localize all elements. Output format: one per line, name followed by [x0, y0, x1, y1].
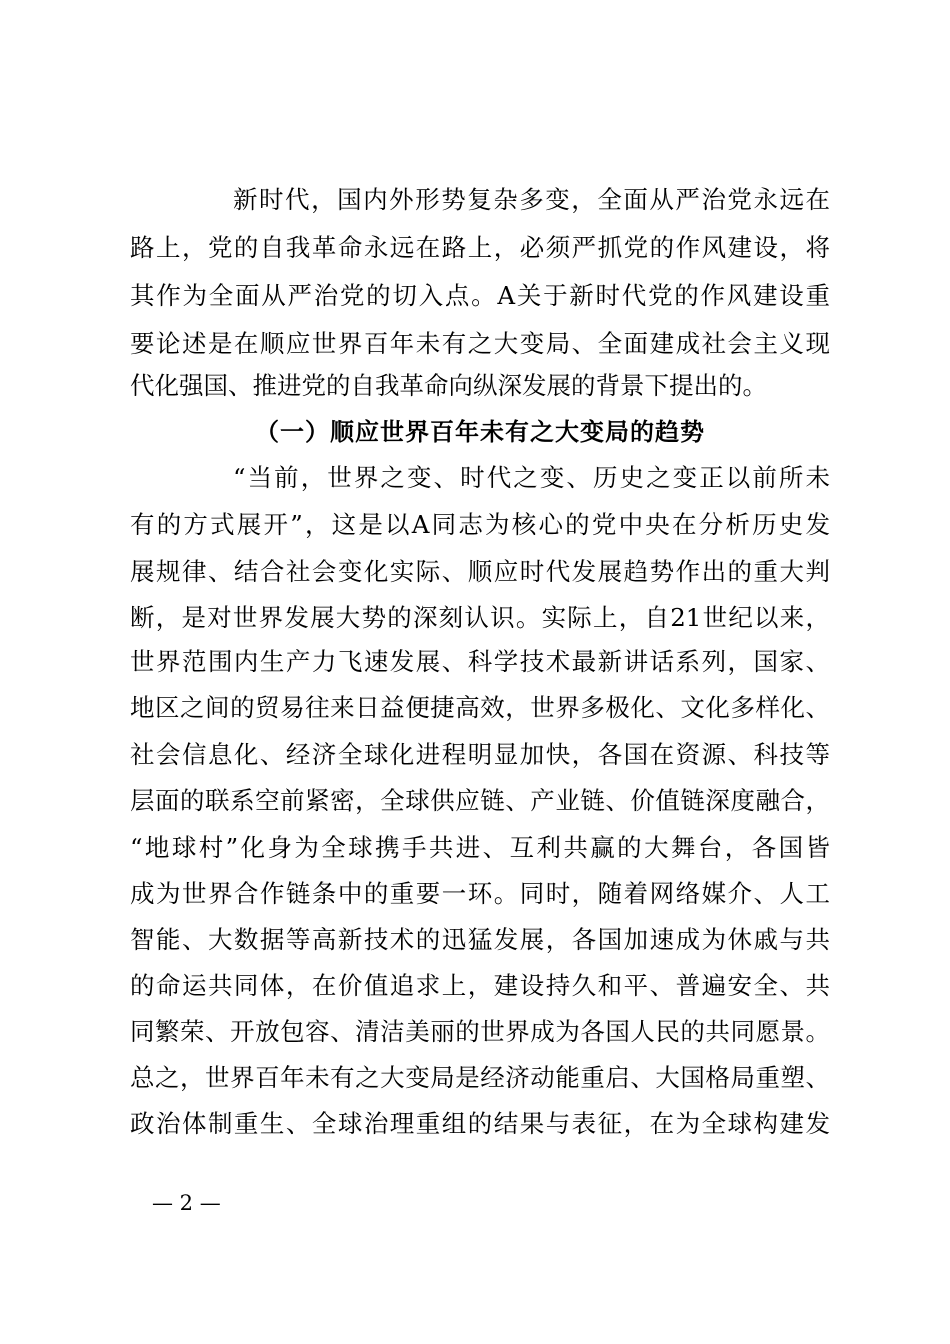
paragraph-1-line-1: 新时代，国内外形势复杂多变，全面从严治党永远在: [233, 185, 830, 214]
paragraph-2-line-14: 总之，世界百年未有之大变局是经济动能重启、大国格局重塑、: [130, 1063, 830, 1092]
paragraph-2-line-3: 展规律、结合社会变化实际、顺应时代发展趋势作出的重大判: [130, 557, 830, 586]
paragraph-2-line-4: 断，是对世界发展大势的深刻认识。实际上，自21世纪以来，: [130, 603, 830, 632]
paragraph-2-line-6: 地区之间的贸易往来日益便捷高效，世界多极化、文化多样化、: [130, 693, 830, 722]
paragraph-1-line-2: 路上，党的自我革命永远在路上，必须严抓党的作风建设，将: [130, 233, 830, 262]
paragraph-1-line-4: 要论述是在顺应世界百年未有之大变局、全面建成社会主义现: [130, 329, 830, 358]
paragraph-2-line-1: “当前，世界之变、时代之变、历史之变正以前所未: [233, 463, 830, 492]
paragraph-1-line-3: 其作为全面从严治党的切入点。A关于新时代党的作风建设重: [130, 281, 830, 310]
paragraph-2-line-10: 成为世界合作链条中的重要一环。同时，随着网络媒介、人工: [130, 879, 830, 908]
section-heading: （一）顺应世界百年未有之大变局的趋势: [255, 417, 705, 446]
paragraph-2-line-12: 的命运共同体，在价值追求上，建设持久和平、普遍安全、共: [130, 971, 830, 1000]
page-number: — 2 —: [152, 1191, 221, 1215]
paragraph-2-line-2: 有的方式展开”，这是以A同志为核心的党中央在分析历史发: [130, 510, 830, 539]
paragraph-2-line-9: “地球村”化身为全球携手共进、互利共赢的大舞台，各国皆: [130, 833, 830, 862]
paragraph-2-line-7: 社会信息化、经济全球化进程明显加快，各国在资源、科技等: [130, 740, 830, 769]
paragraph-1-line-5: 代化强国、推进党的自我革命向纵深发展的背景下提出的。: [130, 371, 767, 400]
paragraph-2-line-8: 层面的联系空前紧密，全球供应链、产业链、价值链深度融合，: [130, 786, 830, 815]
paragraph-2-line-11: 智能、大数据等高新技术的迅猛发展，各国加速成为休戚与共: [130, 925, 830, 954]
paragraph-2-line-15: 政治体制重生、全球治理重组的结果与表征，在为全球构建发: [130, 1109, 830, 1138]
paragraph-2-line-13: 同繁荣、开放包容、清洁美丽的世界成为各国人民的共同愿景。: [130, 1017, 830, 1046]
paragraph-2-line-5: 世界范围内生产力飞速发展、科学技术最新讲话系列，国家、: [130, 647, 830, 676]
